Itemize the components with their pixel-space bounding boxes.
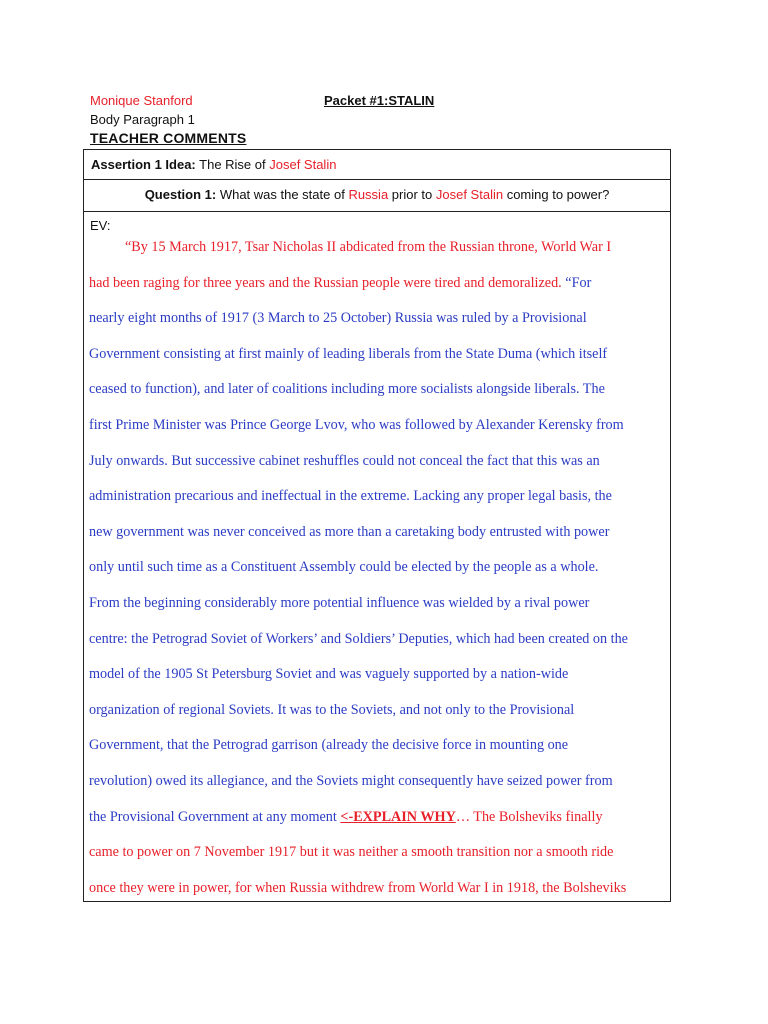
evidence-line: model of the 1905 St Petersburg Soviet and was vaguely supported by a nation-wide [89,666,569,683]
evidence-line: “By 15 March 1917, Tsar Nicholas II abdicated from the Russian throne, World War I [125,239,612,255]
evidence-line: July onwards. But successive cabinet reshuffles could not conceal the fact that this was an [89,452,600,469]
section-subtitle: Body Paragraph 1 [90,112,195,127]
evidence-line: administration precarious and ineffectual in the extreme. Lacking any proper legal basis, the [89,488,612,505]
assertion-name: Josef Stalin [269,157,337,172]
evidence-segment: “For [565,274,592,291]
evidence-line: ceased to function), and later of coalitions including more socialists alongside liberals. The [89,381,605,398]
evidence-segment: the Provisional Government at any moment [89,808,341,825]
evidence-label: EV: [90,218,111,233]
packet-title: Packet #1:STALIN [324,93,435,108]
assertion-text: The Rise of [195,157,270,172]
evidence-line: came to power on 7 November 1917 but it was neither a smooth transition nor a smooth ride [89,844,614,861]
evidence-line: From the beginning considerably more potential influence was wielded by a rival power [89,594,590,611]
evidence-line: first Prime Minister was Prince George Lvov, who was followed by Alexander Kerensky from [89,416,624,433]
question-label: Question 1: [144,187,217,202]
evidence-cell [83,211,671,902]
question-country: Russia [348,187,389,202]
evidence-line: nearly eight months of 1917 (3 March to 25 October) Russia was ruled by a Provisional [89,310,587,327]
evidence-segment: … The Bolsheviks finally [455,808,603,825]
question-row [83,179,671,212]
teacher-comments-heading: TEACHER COMMENTS [90,130,247,146]
question-line [84,187,670,202]
evidence-line [89,800,663,836]
evidence-line [89,266,663,302]
evidence-line: new government was never conceived as more than a caretaking body entrusted with power [89,523,610,540]
assertion-label: Assertion 1 Idea: [91,157,196,172]
question-text-2: prior to [388,187,436,202]
evidence-paragraph [89,230,663,906]
question-text-3: coming to power? [503,187,610,202]
evidence-line: only until such time as a Constituent Assembly could be elected by the people as a whole. [89,559,599,576]
explain-why-comment: <-EXPLAIN WHY [340,808,456,825]
question-text-1: What was the state of [216,187,349,202]
evidence-line: revolution) owed its allegiance, and the Soviets might consequently have seized power from [89,772,613,789]
question-name: Josef Stalin [435,187,504,202]
assertion-row [83,149,671,180]
evidence-line: Government consisting at first mainly of leading liberals from the State Duma (which itself [89,345,608,362]
author-name: Monique Stanford [90,93,193,108]
evidence-line: organization of regional Soviets. It was to the Soviets, and not only to the Provisional [89,701,575,718]
evidence-line: once they were in power, for when Russia withdrew from World War I in 1918, the Bolsheviks [89,879,627,896]
evidence-segment: had been raging for three years and the Russian people were tired and demoralized. [89,274,566,291]
evidence-line: Government, that the Petrograd garrison (already the decisive force in mounting one [89,737,569,754]
assertion-line [91,157,336,172]
evidence-line: centre: the Petrograd Soviet of Workers’ and Soldiers’ Deputies, which had been created on the [89,630,628,647]
